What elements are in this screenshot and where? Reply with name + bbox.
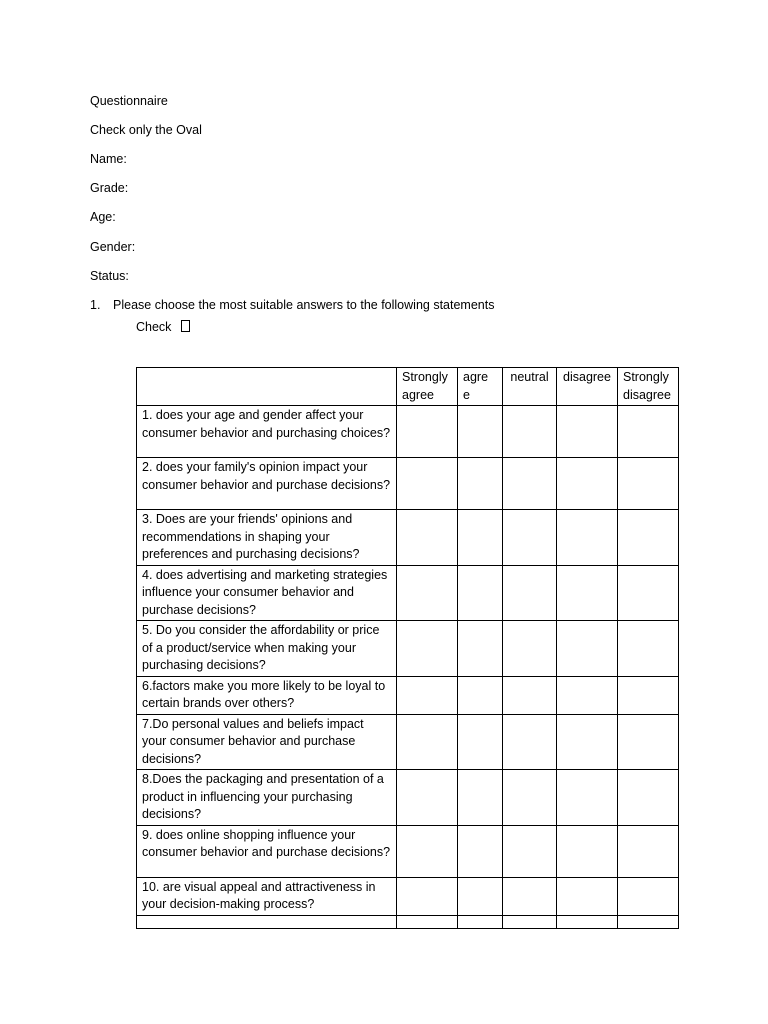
table-row xyxy=(137,825,679,877)
answer-cell-disagree[interactable] xyxy=(557,825,618,877)
question-text: 9. does online shopping influence your consumer behavior and purchase decisions? xyxy=(137,825,397,877)
answer-cell-disagree[interactable] xyxy=(557,458,618,510)
answer-cell-disagree[interactable] xyxy=(557,621,618,677)
answer-cell-agree[interactable] xyxy=(458,406,503,458)
answer-cell-strongly-disagree[interactable] xyxy=(618,770,679,826)
question-text: 2. does your family's opinion impact your consumer behavior and purchase decisions? xyxy=(137,458,397,510)
check-row xyxy=(136,320,190,334)
answer-cell-strongly-agree[interactable] xyxy=(397,406,458,458)
answer-cell-strongly-disagree[interactable] xyxy=(618,877,679,915)
answer-cell-neutral[interactable] xyxy=(503,458,557,510)
answer-cell-strongly-agree[interactable] xyxy=(397,510,458,566)
answer-cell-strongly-agree[interactable] xyxy=(397,458,458,510)
answer-cell-disagree[interactable] xyxy=(557,406,618,458)
table-row xyxy=(137,877,679,915)
answer-cell-agree[interactable] xyxy=(458,770,503,826)
answer-cell-neutral[interactable] xyxy=(503,565,557,621)
section-number: 1. xyxy=(90,298,101,312)
empty-cell xyxy=(618,915,679,928)
question-text: 3. Does are your friends' opinions and recommendations in shaping your preferences and purchasing decisions? xyxy=(137,510,397,566)
answer-cell-strongly-disagree[interactable] xyxy=(618,510,679,566)
header-strongly-agree: Strongly agree xyxy=(397,368,458,406)
section-text: Please choose the most suitable answers to the following statements xyxy=(113,298,495,312)
answer-cell-strongly-disagree[interactable] xyxy=(618,676,679,714)
answer-cell-neutral[interactable] xyxy=(503,510,557,566)
gender-field-label: Gender: xyxy=(90,240,136,254)
answer-cell-neutral[interactable] xyxy=(503,770,557,826)
answer-cell-agree[interactable] xyxy=(458,676,503,714)
answer-cell-strongly-disagree[interactable] xyxy=(618,565,679,621)
answer-cell-neutral[interactable] xyxy=(503,825,557,877)
table-row xyxy=(137,510,679,566)
answer-cell-disagree[interactable] xyxy=(557,676,618,714)
question-text: 8.Does the packaging and presentation of a product in influencing your purchasing decisions? xyxy=(137,770,397,826)
answer-cell-neutral[interactable] xyxy=(503,714,557,770)
header-agree: agre e xyxy=(458,368,503,406)
header-disagree: disagree xyxy=(557,368,618,406)
answer-cell-disagree[interactable] xyxy=(557,770,618,826)
answer-cell-neutral[interactable] xyxy=(503,621,557,677)
answer-cell-neutral[interactable] xyxy=(503,676,557,714)
answer-cell-strongly-agree[interactable] xyxy=(397,714,458,770)
header-strongly-disagree: Strongly disagree xyxy=(618,368,679,406)
answer-cell-agree[interactable] xyxy=(458,621,503,677)
empty-cell xyxy=(137,915,397,928)
page-title: Questionnaire xyxy=(90,94,168,108)
answer-cell-strongly-agree[interactable] xyxy=(397,825,458,877)
empty-cell xyxy=(557,915,618,928)
header-neutral: neutral xyxy=(503,368,557,406)
header-statement xyxy=(137,368,397,406)
table-row xyxy=(137,714,679,770)
answer-cell-agree[interactable] xyxy=(458,825,503,877)
question-text: 5. Do you consider the affordability or price of a product/service when making your purchasing decisions? xyxy=(137,621,397,677)
table-row xyxy=(137,406,679,458)
answer-cell-neutral[interactable] xyxy=(503,877,557,915)
table-row xyxy=(137,621,679,677)
answer-cell-disagree[interactable] xyxy=(557,510,618,566)
empty-cell xyxy=(458,915,503,928)
answer-cell-strongly-agree[interactable] xyxy=(397,770,458,826)
question-text: 1. does your age and gender affect your consumer behavior and purchasing choices? xyxy=(137,406,397,458)
check-label: Check xyxy=(136,320,172,334)
empty-cell xyxy=(397,915,458,928)
answer-cell-strongly-agree[interactable] xyxy=(397,565,458,621)
question-text: 7.Do personal values and beliefs impact your consumer behavior and purchase decisions? xyxy=(137,714,397,770)
question-text: 10. are visual appeal and attractiveness in your decision-making process? xyxy=(137,877,397,915)
answer-cell-agree[interactable] xyxy=(458,877,503,915)
age-field-label: Age: xyxy=(90,210,116,224)
table-row xyxy=(137,770,679,826)
question-text: 6.factors make you more likely to be loyal to certain brands over others? xyxy=(137,676,397,714)
answer-cell-strongly-agree[interactable] xyxy=(397,877,458,915)
checkbox-icon xyxy=(181,320,190,332)
empty-cell xyxy=(503,915,557,928)
answer-cell-agree[interactable] xyxy=(458,510,503,566)
grade-field-label: Grade: xyxy=(90,181,129,195)
answer-cell-strongly-disagree[interactable] xyxy=(618,458,679,510)
answer-cell-strongly-disagree[interactable] xyxy=(618,825,679,877)
answer-cell-strongly-disagree[interactable] xyxy=(618,714,679,770)
answer-cell-disagree[interactable] xyxy=(557,877,618,915)
answer-cell-agree[interactable] xyxy=(458,458,503,510)
instruction-text: Check only the Oval xyxy=(90,123,202,137)
answer-cell-disagree[interactable] xyxy=(557,714,618,770)
table-row xyxy=(137,458,679,510)
table-row xyxy=(137,565,679,621)
question-text: 4. does advertising and marketing strategies influence your consumer behavior and purchase decisions? xyxy=(137,565,397,621)
answer-cell-agree[interactable] xyxy=(458,714,503,770)
answer-cell-strongly-agree[interactable] xyxy=(397,676,458,714)
name-field-label: Name: xyxy=(90,152,127,166)
answer-cell-disagree[interactable] xyxy=(557,565,618,621)
table-row xyxy=(137,676,679,714)
answer-cell-strongly-agree[interactable] xyxy=(397,621,458,677)
survey-table xyxy=(136,367,679,929)
answer-cell-strongly-disagree[interactable] xyxy=(618,406,679,458)
empty-table-row xyxy=(137,915,679,928)
answer-cell-agree[interactable] xyxy=(458,565,503,621)
answer-cell-neutral[interactable] xyxy=(503,406,557,458)
status-field-label: Status: xyxy=(90,269,129,283)
section-heading xyxy=(90,298,494,312)
answer-cell-strongly-disagree[interactable] xyxy=(618,621,679,677)
table-header-row xyxy=(137,368,679,406)
